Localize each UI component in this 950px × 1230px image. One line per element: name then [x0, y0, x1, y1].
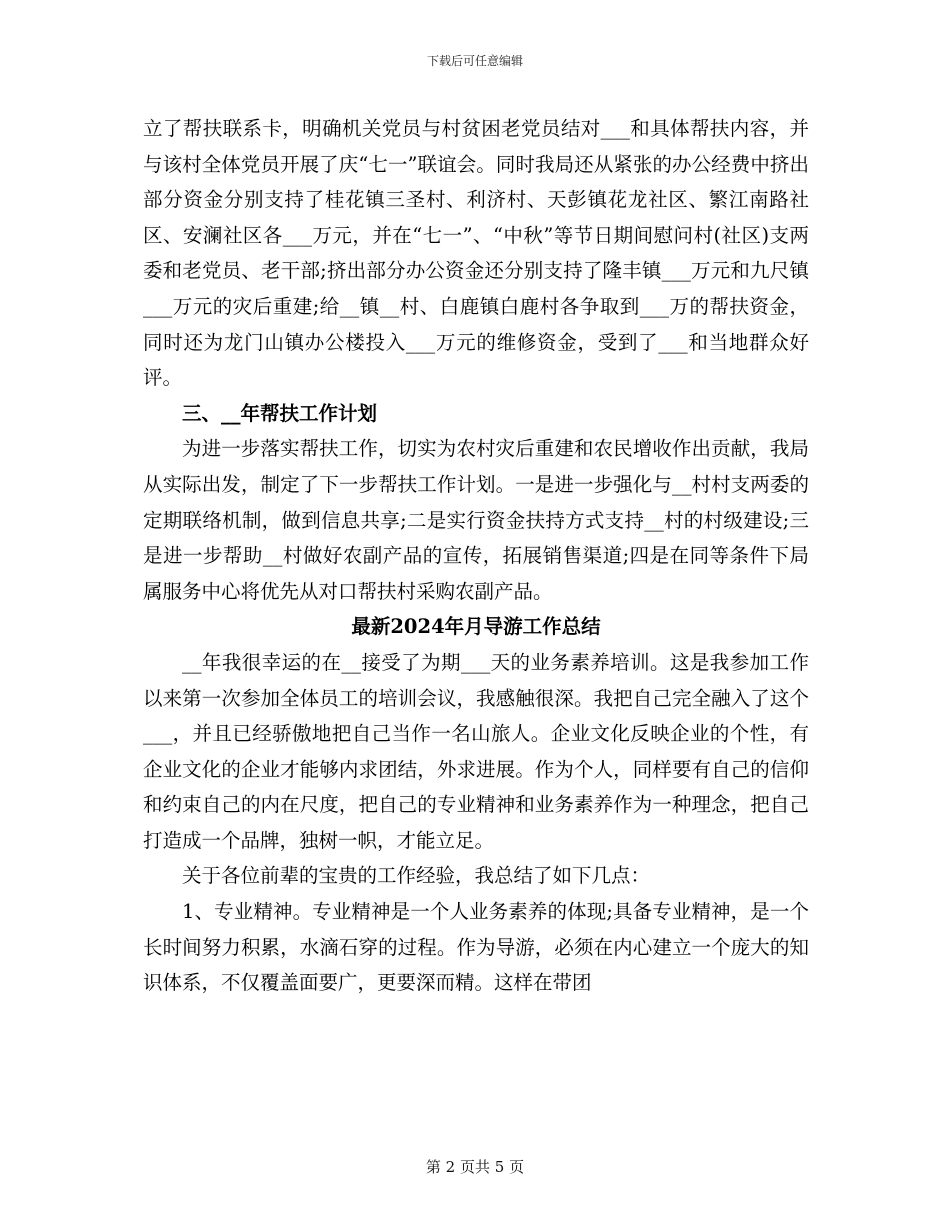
paragraph-training: __年我很幸运的在__接受了为期___天的业务素养培训。这是我参加工作以来第一次参加全体员工的培训会议，我感触很深。我把自己完全融入了这个___，并且已经骄傲地把自己当作一名山旅人。企业文化反映企业的个性，有企业文化的企业才能够内求团结，外求进展。作为个人，同样要有自己的信仰和约束自己的内在尺度，把自己的专业精神和业务素养作为一种理念，把自己打造成一个品牌，独树一帜，才能立足。 [143, 650, 809, 852]
paragraph-plan: 为进一步落实帮扶工作，切实为农村灾后重建和农民增收作出贡献，我局从实际出发，制定了下一步帮扶工作计划。一是进一步强化与__村村支两委的定期联络机制，做到信息共享;二是实行资金扶持方式支持__村的村级建设;三是进一步帮助__村做好农副产品的宣传，拓展销售渠道;四是在同等条件下局属服务中心将优先从对口帮扶村采购农副产品。 [143, 437, 809, 603]
section-heading: 三、__年帮扶工作计划 [182, 401, 378, 425]
page-header: 下载后可任意编辑 [426, 54, 523, 68]
paragraph-point-1: 1、专业精神。专业精神是一个人业务素养的体现;具备专业精神，是一个长时间努力积累，水滴石穿的过程。作为导游，必须在内心建立一个庞大的知识体系，不仅覆盖面要广，更要深而精。这样在带团 [143, 900, 809, 995]
paragraph-experience-intro: 关于各位前辈的宝贵的工作经验，我总结了如下几点： [182, 864, 651, 888]
document-body [143, 111, 809, 1001]
page-footer: 第 2 页共 5 页 [425, 1158, 525, 1176]
article-title: 最新2024年月导游工作总结 [351, 615, 601, 639]
paragraph-continuation: 立了帮扶联系卡，明确机关党员与村贫困老党员结对___和具体帮扶内容，并与该村全体党员开展了庆“七一”联谊会。同时我局还从紧张的办公经费中挤出部分资金分别支持了桂花镇三圣村、利济村、天彭镇花龙社区、繁江南路社区、安澜社区各___万元，并在“七一”、“中秋”等节日期间慰问村(社区)支两委和老党员、老干部;挤出部分办公资金还分别支持了隆丰镇___万元和九尺镇___万元的灾后重建;给__镇__村、白鹿镇白鹿村各争取到___万的帮扶资金，同时还为龙门山镇办公楼投入___万元的维修资金，受到了___和当地群众好评。 [143, 117, 809, 390]
